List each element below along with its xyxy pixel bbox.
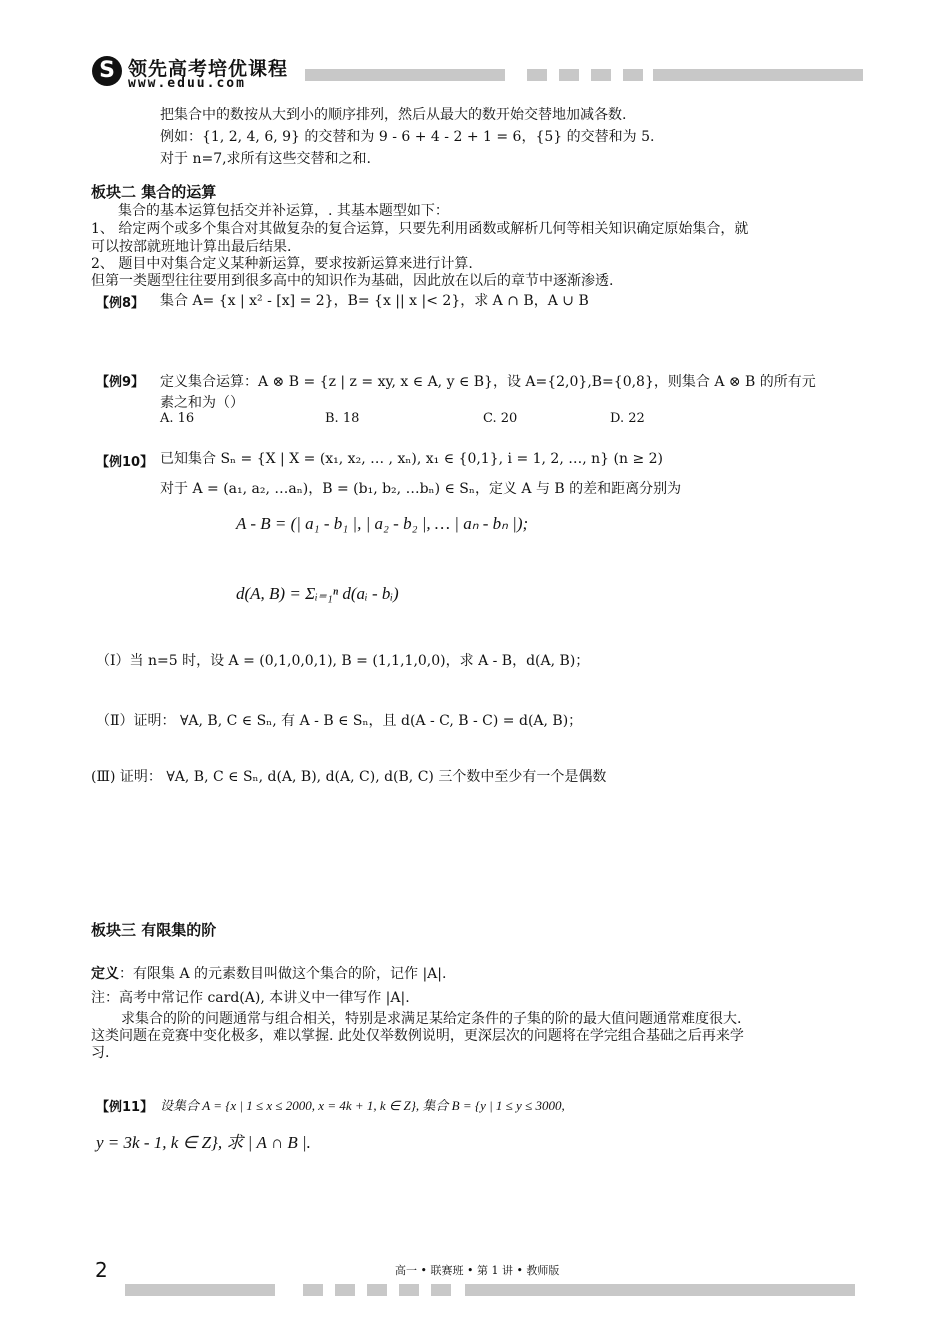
example-9-text-2: 素之和为（） xyxy=(160,395,244,411)
section-2-para-2a: 1、 给定两个或多个集合对其做复杂的复合运算，只要先利用函数或解析几何等相关知识确定原始集合，就 xyxy=(91,221,749,237)
example-11-tag: 【例11】 xyxy=(96,1100,154,1115)
section-3-para-1: 求集合的阶的问题通常与组合相关，特别是求满足某给定条件的子集的阶的最大值问题通常难度很大. xyxy=(121,1011,742,1027)
section-3-note: 注：高考中常记作 card(A), 本讲义中一律写作 |A|. xyxy=(91,990,410,1006)
section-2-para-3: 2、 题目中对集合定义某种新运算，要求按新运算来进行计算. xyxy=(91,256,473,272)
section-3-definition xyxy=(91,963,446,983)
header-decor-bar xyxy=(305,69,865,81)
example-10-line-2: 对于 A = (a₁, a₂, …aₙ)，B = (b₁, b₂, …bₙ) ∈ Sₙ，定义 A 与 B 的差和距离分别为 xyxy=(160,481,682,497)
intro-line-1: 把集合中的数按从大到小的顺序排列，然后从最大的数开始交替地加减各数. xyxy=(160,107,627,123)
brand-name: 领先高考培优课程 xyxy=(128,58,289,80)
example-11-line-2: y = 3k - 1, k ∈ Z}, 求 | A ∩ B |. xyxy=(96,1133,311,1152)
example-11-line-1: 设集合 A = {x | 1 ≤ x ≤ 2000, x = 4k + 1, k ∈ Z}, 集合 B = {y | 1 ≤ y ≤ 3000, xyxy=(160,1098,565,1113)
definition-text: ：有限集 A 的元素数目叫做这个集合的阶，记作 |A|. xyxy=(119,966,447,982)
intro-line-3: 对于 n=7,求所有这些交替和之和. xyxy=(160,151,372,167)
footer-text: 高一 • 联赛班 • 第 1 讲 • 教师版 xyxy=(395,1264,560,1277)
example-10-definition: 已知集合 Sₙ = {X | X = (x₁, x₂, … , xₙ), x₁ ∈ {0,1}, i = 1, 2, …, n} (n ≥ 2) xyxy=(160,451,663,467)
example-9-tag: 【例9】 xyxy=(96,375,145,390)
example-10-question-1: （Ⅰ）当 n=5 时，设 A = (0,1,0,0,1), B = (1,1,1,0,0)，求 A - B，d(A, B)； xyxy=(96,653,590,669)
logo-s-icon: S xyxy=(92,56,122,86)
footer-decor-bar xyxy=(125,1284,855,1296)
section-3-para-3: 习. xyxy=(91,1045,110,1061)
example-10-formula-difference: A - B = (| a₁ - b₁ |, | a₂ - b₂ |, … | aₙ - bₙ |); xyxy=(236,514,529,533)
section-2-para-4: 但第一类题型往往要用到很多高中的知识作为基础，因此放在以后的章节中逐渐渗透. xyxy=(91,273,614,289)
section-3-title: 板块三 有限集的阶 xyxy=(91,921,217,939)
example-10-question-3: (Ⅲ) 证明： ∀A, B, C ∈ Sₙ, d(A, B), d(A, C), d(B, C) 三个数中至少有一个是偶数 xyxy=(91,769,607,785)
example-9-option-d: D. 22 xyxy=(610,411,645,426)
example-8-text: 集合 A= {x | x² - [x] = 2}，B= {x || x |< 2}，求 A ∩ B，A ∪ B xyxy=(160,293,589,309)
page-number: 2 xyxy=(95,1258,108,1282)
example-10-formula-distance: d(A, B) = Σᵢ₌₁ⁿ d(aᵢ - bᵢ) xyxy=(236,584,399,603)
brand-url: www.eduu.com xyxy=(128,76,246,91)
section-2-title: 板块二 集合的运算 xyxy=(91,183,217,201)
definition-label: 定义 xyxy=(91,966,119,982)
example-10-question-2: （Ⅱ）证明： ∀A, B, C ∈ Sₙ, 有 A - B ∈ Sₙ，且 d(A - C, B - C) = d(A, B)； xyxy=(96,713,583,729)
example-9-option-c: C. 20 xyxy=(483,411,518,426)
section-3-para-2: 这类问题在竞赛中变化极多，难以掌握. 此处仅举数例说明，更深层次的问题将在学完组合基础之后再来学 xyxy=(91,1028,744,1044)
example-9-option-a: A. 16 xyxy=(160,411,195,426)
intro-line-2: 例如：{1, 2, 4, 6, 9} 的交替和为 9 - 6 + 4 - 2 + 1 = 6，{5} 的交替和为 5. xyxy=(160,129,655,145)
section-2-para-2b: 可以按部就班地计算出最后结果. xyxy=(91,239,292,255)
example-10-tag: 【例10】 xyxy=(96,455,154,470)
example-9-text-1: 定义集合运算：A ⊗ B = {z | z = xy, x ∈ A, y ∈ B}，设 A={2,0},B={0,8}，则集合 A ⊗ B 的所有元 xyxy=(160,374,816,390)
example-8-tag: 【例8】 xyxy=(96,296,145,311)
example-9-option-b: B. 18 xyxy=(325,411,360,426)
section-2-para-1: 集合的基本运算包括交并补运算，. 其基本题型如下： xyxy=(118,203,449,219)
